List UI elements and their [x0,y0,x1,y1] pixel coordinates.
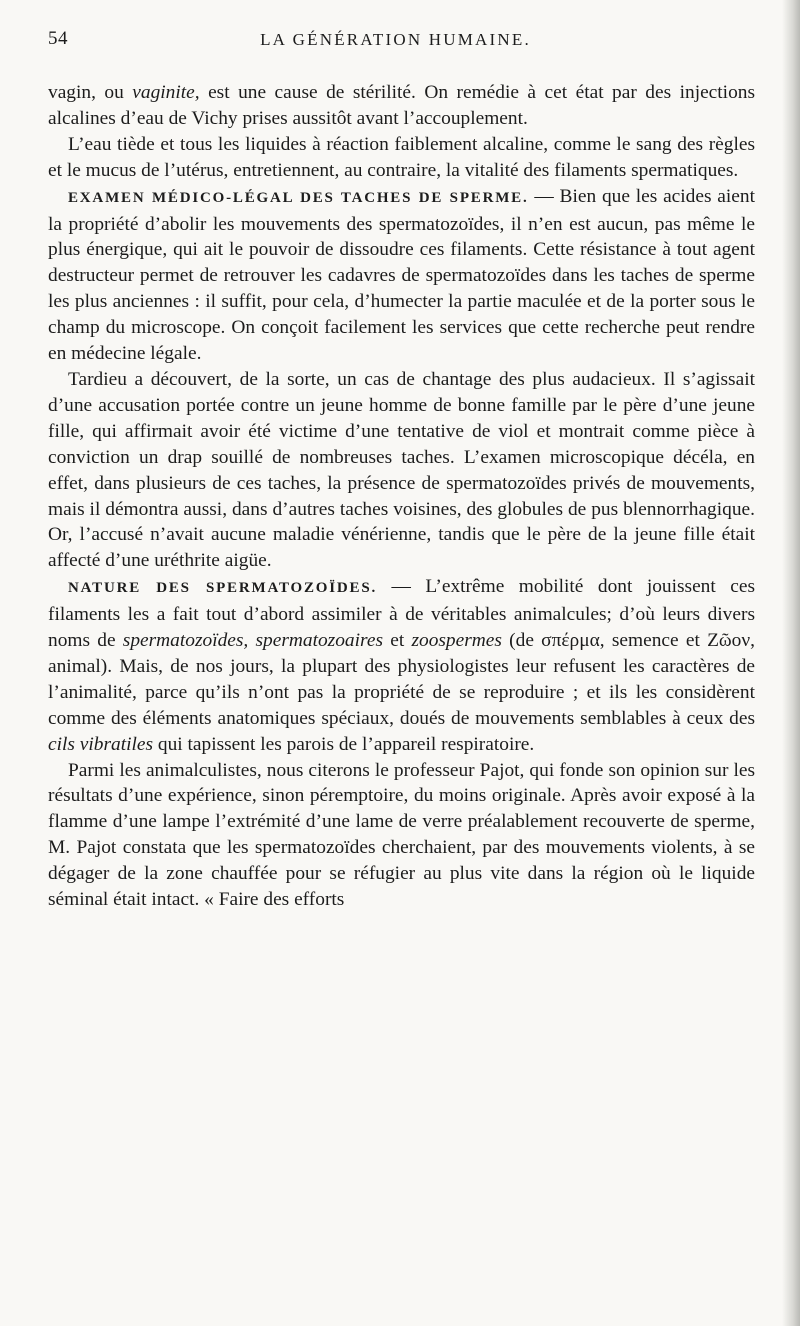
emphasis-term: vaginite, [132,82,200,103]
section-heading: NATURE DES SPERMATOZOÏDES. [68,580,378,597]
body-text [48,80,755,913]
page-edge-shadow [782,0,800,1326]
running-title: LA GÉNÉRATION HUMAINE. [260,30,531,49]
page-header [48,28,743,58]
emphasis-term: cils vibratiles [48,733,154,755]
section-heading: EXAMEN MÉDICO-LÉGAL DES TACHES DE SPERME. [68,189,529,206]
paragraph: L’eau tiède et tous les liquides à réaction faiblement alcaline, comme le sang des règles et le mucus de l’utérus, entretiennent, au contraire, la vitalité des filaments spermatiques. [48,133,755,181]
emphasis-term: spermatozoïdes, spermatozoaires [122,630,383,652]
paragraph-section-exam: EXAMEN MÉDICO-LÉGAL DES TACHES DE SPERME. — Bien que les acides aient la propriété d’abolir les mouvements des spermatozoïdes, il n’en est aucun, pas même le plus énergique, qui ait le pouvoir de dissoudre ces filaments. Cette résistance à tout agent destructeur permet de retrouver les cadavres de spermatozoïdes dans les taches de sperme les plus anciennes : il suffit, pour cela, d’humecter la partie maculée et de la porter sous le champ du microscope. On conçoit facilement les services que cette recherche peut rendre en médecine légale. [48,185,755,365]
paragraph-continuation: vagin, ou vaginite, est une cause de stérilité. On remédie à cet état par des injections alcalines d’eau de Vichy prises aussitôt avant l’accouplement. [48,82,756,129]
paragraph: Parmi les animalculistes, nous citerons le professeur Pajot, qui fonde son opinion sur les résultats d’une expérience, sinon péremptoire, du moins originale. Après avoir exposé à la flamme d’une lampe l’extrémité d’une lame de verre préalablement recouverte de sperme, M. Pajot constata que les spermatozoïdes cherchaient, par des mouvements violents, à se dégager de la zone chauffée pour se réfugier au plus vite dans la région où le liquide séminal était intact. « Faire des efforts [48,759,755,911]
paragraph: Tardieu a découvert, de la sorte, un cas de chantage des plus audacieux. Il s’agissait d’une accusation portée contre un jeune homme de bonne famille par le père d’une jeune fille, qui affirmait avoir été victime d’une tentative de viol et montrait comme pièce à conviction un drap souillé de nombreuses taches. L’examen microscopique décéla, en effet, dans plusieurs de ces taches, la présence de spermatozoïdes privés de mouvements, mais il démontra aussi, dans d’autres taches voisines, des globules de pus blennorrhagique. Or, l’accusé n’avait aucune maladie vénérienne, tandis que le père de la jeune fille était affecté d’une uréthrite aigüe. [48,368,755,572]
paragraph-section-nature: NATURE DES SPERMATOZOÏDES. — L’extrême mobilité dont jouissent ces filaments les a fait tout d’abord assimiler à de véritables animalcules; d’où leurs divers noms de spermatozoïdes, spermatozoaires et zoospermes (de σπέρμα, semence et Ζῶον, animal). Mais, de nos jours, la plupart des physiologistes leur refusent les caractères de l’animalité, parce qu’ils n’ont pas la propriété de se reproduire ; et ils les considèrent comme des éléments anatomiques spéciaux, doués de mouvements semblables à ceux des cils vibratiles qui tapissent les parois de l’appareil respiratoire. [48,576,755,755]
emphasis-term: zoospermes [411,630,502,652]
page-number: 54 [48,28,68,49]
